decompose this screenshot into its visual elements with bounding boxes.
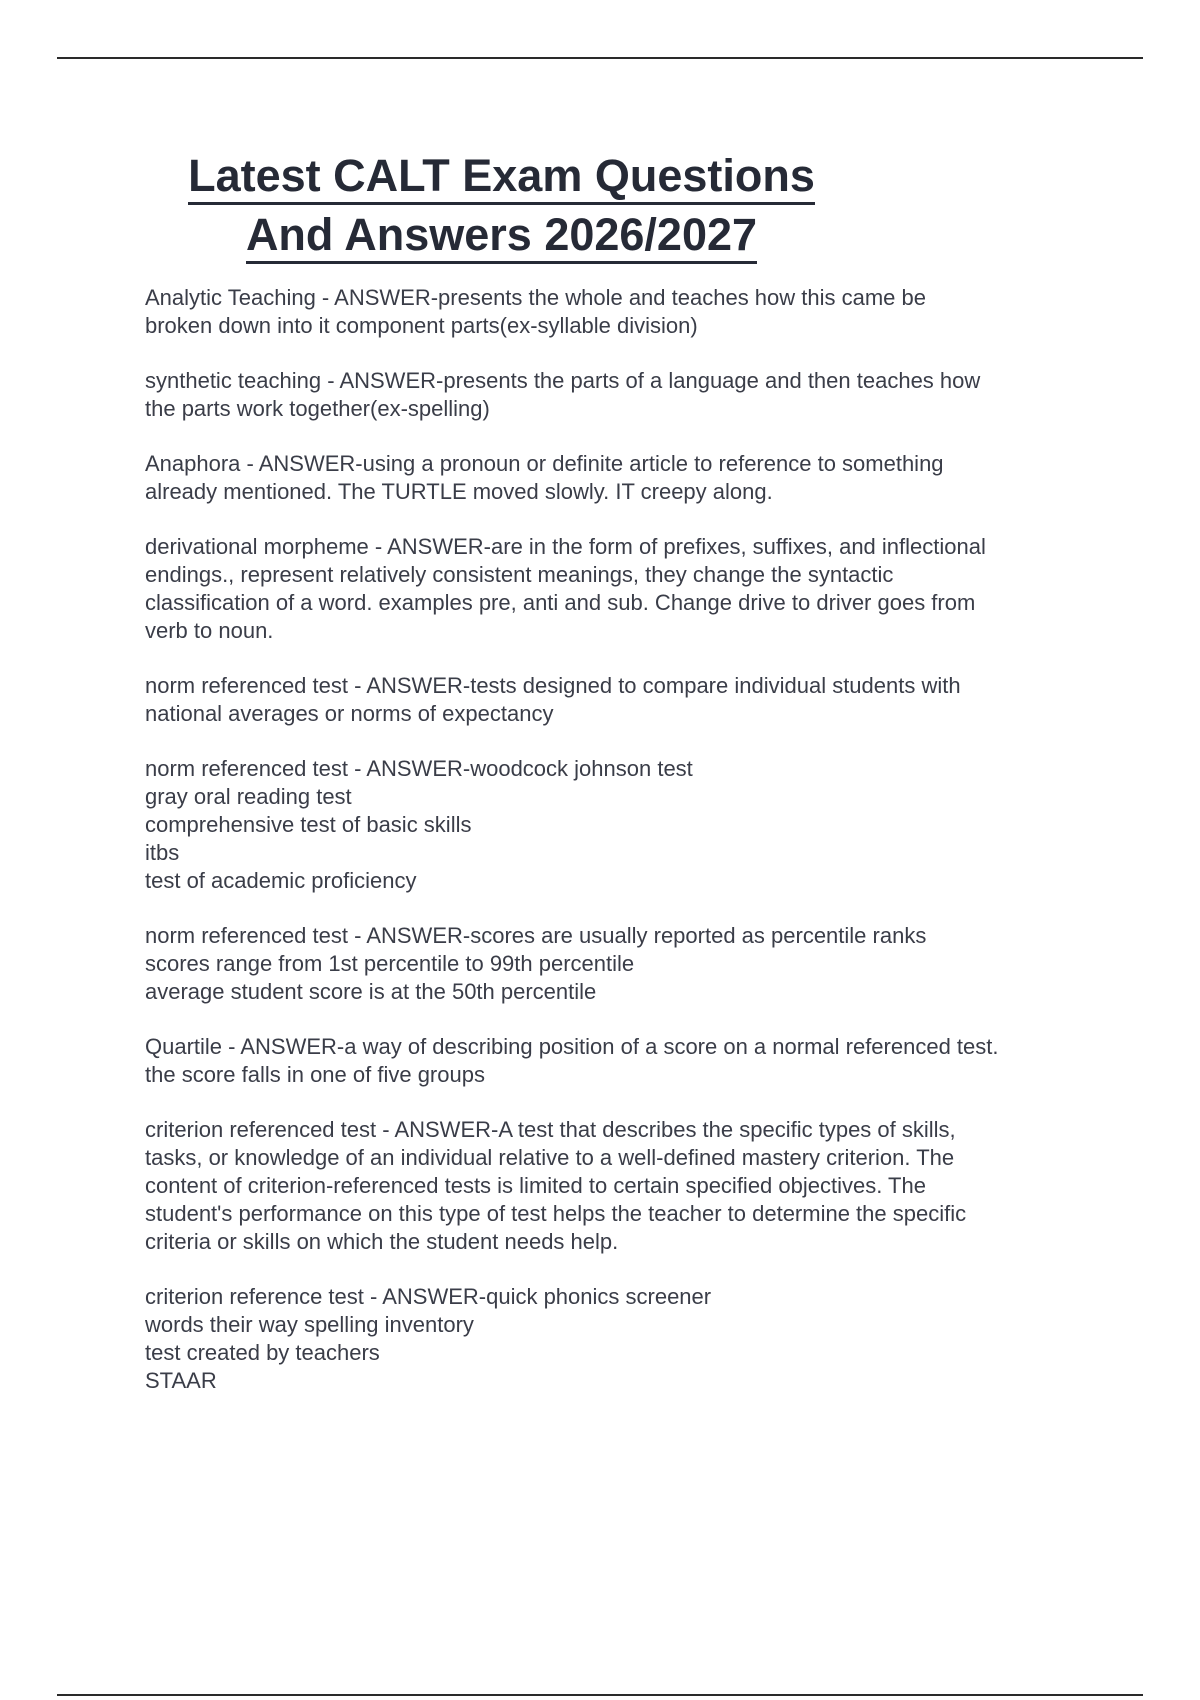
entry-line: broken down into it component parts(ex-syllable division) bbox=[145, 313, 698, 338]
qa-entry-anaphora bbox=[145, 450, 1095, 506]
top-rule bbox=[57, 57, 1143, 59]
entry-line: test created by teachers bbox=[145, 1340, 380, 1365]
entry-line: STAAR bbox=[145, 1368, 217, 1393]
entry-line: Anaphora - ANSWER-using a pronoun or definite article to reference to something bbox=[145, 451, 944, 476]
entry-line: comprehensive test of basic skills bbox=[145, 812, 472, 837]
qa-entry-synthetic-teaching bbox=[145, 367, 1095, 423]
entry-line: classification of a word. examples pre, anti and sub. Change drive to driver goes from bbox=[145, 590, 976, 615]
entry-line: tasks, or knowledge of an individual relative to a well-defined mastery criterion. The bbox=[145, 1145, 955, 1170]
entry-line: norm referenced test - ANSWER-scores are usually reported as percentile ranks bbox=[145, 923, 927, 948]
qa-entry-criterion-referenced bbox=[145, 1116, 1095, 1256]
entry-line: student's performance on this type of test helps the teacher to determine the specific bbox=[145, 1201, 967, 1226]
entry-line: test of academic proficiency bbox=[145, 868, 417, 893]
qa-entry-norm-referenced-3 bbox=[145, 922, 1095, 1006]
entry-line: endings., represent relatively consistent meanings, they change the syntactic bbox=[145, 562, 894, 587]
entry-line: criterion referenced test - ANSWER-A test that describes the specific types of skills, bbox=[145, 1117, 956, 1142]
entry-line: scores range from 1st percentile to 99th percentile bbox=[145, 951, 635, 976]
entry-line: Analytic Teaching - ANSWER-presents the whole and teaches how this came be bbox=[145, 285, 926, 310]
qa-entry-criterion-reference bbox=[145, 1283, 1095, 1395]
entry-line: synthetic teaching - ANSWER-presents the parts of a language and then teaches how bbox=[145, 368, 981, 393]
entry-line: derivational morpheme - ANSWER-are in the form of prefixes, suffixes, and inflectional bbox=[145, 534, 986, 559]
entry-line: content of criterion-referenced tests is limited to certain specified objectives. The bbox=[145, 1173, 926, 1198]
entry-line: norm referenced test - ANSWER-woodcock johnson test bbox=[145, 756, 693, 781]
entry-line: the parts work together(ex-spelling) bbox=[145, 396, 490, 421]
entry-line: criterion reference test - ANSWER-quick phonics screener bbox=[145, 1284, 712, 1309]
entry-line: verb to noun. bbox=[145, 618, 274, 643]
entry-line: words their way spelling inventory bbox=[145, 1312, 474, 1337]
qa-entry-analytic-teaching bbox=[145, 284, 1095, 340]
entry-line: itbs bbox=[145, 840, 180, 865]
entry-line: already mentioned. The TURTLE moved slowly. IT creepy along. bbox=[145, 479, 773, 504]
qa-entry-quartile bbox=[145, 1033, 1095, 1089]
title-line-1: Latest CALT Exam Questions bbox=[188, 152, 815, 205]
bottom-rule bbox=[57, 1694, 1143, 1696]
entry-line: norm referenced test - ANSWER-tests designed to compare individual students with bbox=[145, 673, 961, 698]
entry-line: gray oral reading test bbox=[145, 784, 352, 809]
qa-entry-norm-referenced-2 bbox=[145, 755, 1095, 895]
entry-line: national averages or norms of expectancy bbox=[145, 701, 554, 726]
title-line-2: And Answers 2026/2027 bbox=[246, 211, 757, 264]
document-title bbox=[0, 148, 1003, 264]
qa-entry-norm-referenced-1 bbox=[145, 672, 1095, 728]
qa-entries bbox=[145, 284, 1095, 1422]
entry-line: Quartile - ANSWER-a way of describing position of a score on a normal referenced test. bbox=[145, 1034, 999, 1059]
qa-entry-derivational-morpheme bbox=[145, 533, 1095, 645]
entry-line: the score falls in one of five groups bbox=[145, 1062, 485, 1087]
entry-line: criteria or skills on which the student needs help. bbox=[145, 1229, 619, 1254]
entry-line: average student score is at the 50th percentile bbox=[145, 979, 597, 1004]
